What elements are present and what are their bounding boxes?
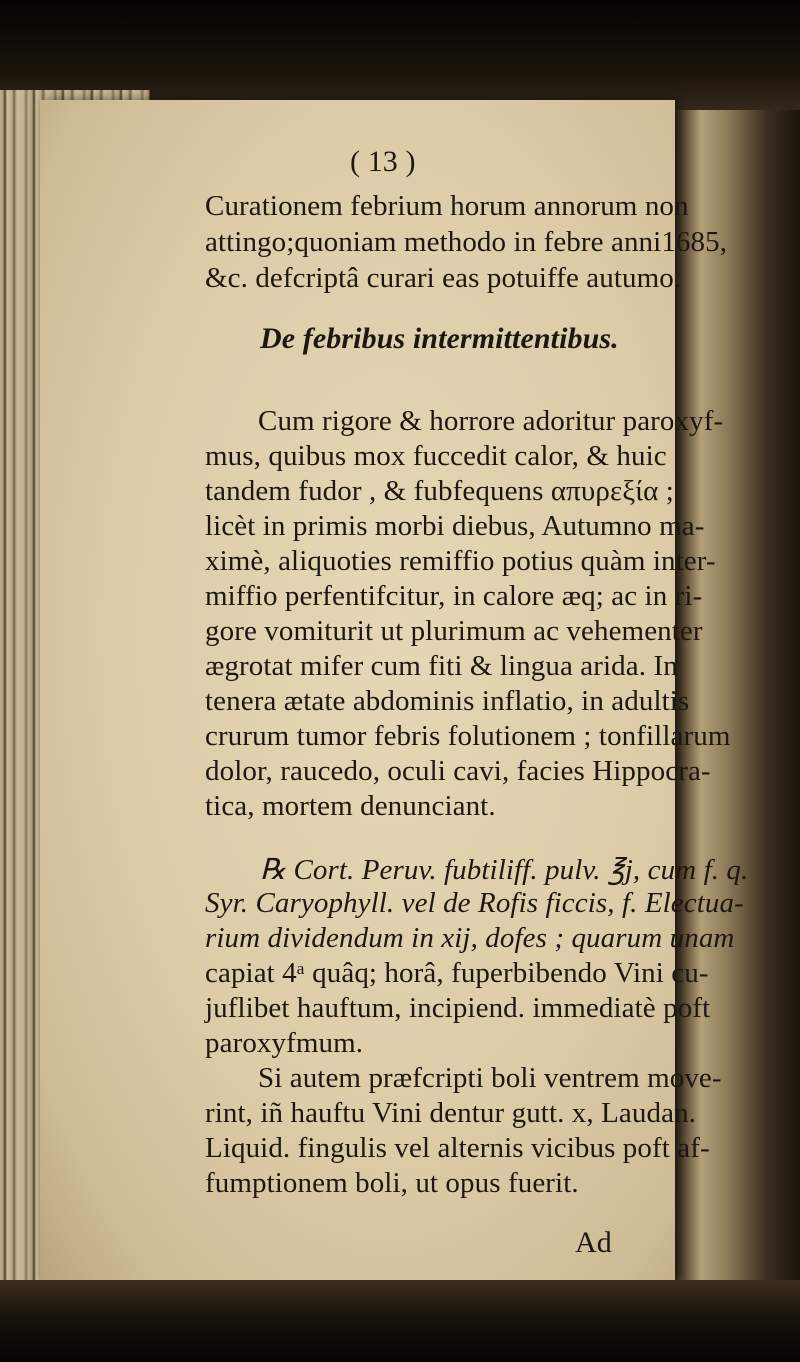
recipe-line: Si autem præfcripti boli ventrem move- xyxy=(258,1062,722,1094)
paragraph-line: ægrotat mifer cum fiti & lingua arida. In xyxy=(205,650,678,682)
recipe-line: ℞ Cort. Peruv. fubtiliff. pulv. ℥j, cum f. q. xyxy=(260,854,749,886)
paragraph-line: tenera ætate abdominis inflatio, in adultis xyxy=(205,685,690,717)
paragraph-line: mus, quibus mox fuccedit calor, & huic xyxy=(205,440,667,472)
recipe-line: juflibet hauftum, incipiend. immediatè poft xyxy=(205,992,711,1024)
text-line: Curationem febrium horum annorum non xyxy=(205,190,689,222)
paragraph-line: dolor, raucedo, oculi cavi, facies Hippocra- xyxy=(205,755,711,787)
text-line: &c. defcriptâ curari eas potuiffe autumo. xyxy=(205,262,682,294)
recipe-line: Syr. Caryophyll. vel de Rofis ficcis, f. Electua- xyxy=(205,887,744,919)
recipe-line: paroxyfmum. xyxy=(205,1027,364,1059)
paragraph-line: tica, mortem denunciant. xyxy=(205,790,496,822)
paragraph-line: ximè, aliquoties remiffio potius quàm inter- xyxy=(205,545,716,577)
text-line: attingo;quoniam methodo in febre anni1685, xyxy=(205,226,728,258)
paragraph-line: gore vomiturit ut plurimum ac vehementer xyxy=(205,615,703,647)
paragraph-line: licèt in primis morbi diebus, Autumno ma- xyxy=(205,510,705,542)
recipe-line: rium dividendum in xij, dofes ; quarum unam xyxy=(205,922,735,954)
paragraph-line: crurum tumor febris folutionem ; tonfillarum xyxy=(205,720,731,752)
recipe-line: fumptionem boli, ut opus fuerit. xyxy=(205,1167,579,1199)
section-heading: De febribus intermittentibus. xyxy=(260,322,619,355)
recipe-line: Liquid. fingulis vel alternis vicibus poft af- xyxy=(205,1132,710,1164)
paragraph-line: miffio perfentifcitur, in calore æq; ac in ri- xyxy=(205,580,703,612)
catchword: Ad xyxy=(575,1226,612,1259)
paragraph-line: Cum rigore & horrore adoritur paroxyf- xyxy=(258,405,724,437)
paragraph-line: tandem fudor , & fubfequens απυρεξία ; xyxy=(205,475,674,507)
recipe-line: capiat 4ᵃ quâq; horâ, fuperbibendo Vini cu- xyxy=(205,957,709,989)
page-number: ( 13 ) xyxy=(350,145,416,178)
recipe-line: rint, iñ hauftu Vini dentur gutt. x, Laudan. xyxy=(205,1097,697,1129)
